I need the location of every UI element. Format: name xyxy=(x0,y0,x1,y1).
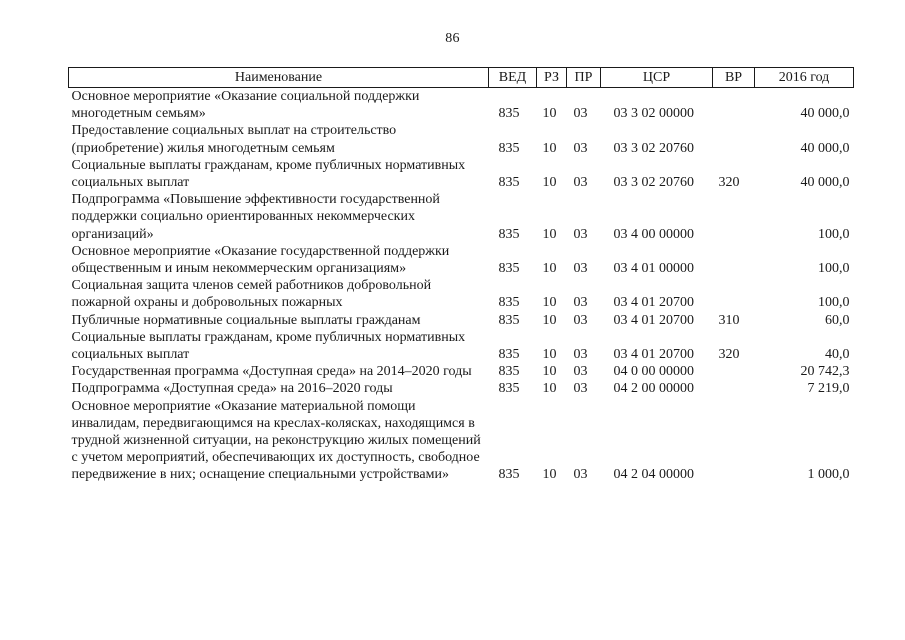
header-rz: РЗ xyxy=(537,68,567,88)
row-ved: 835 xyxy=(498,140,520,156)
row-vr xyxy=(713,380,755,397)
row-vr xyxy=(713,363,755,380)
row-amount: 40 000,0 xyxy=(800,140,850,156)
page-number: 86 xyxy=(445,31,460,46)
header-name: Наименование xyxy=(69,68,489,88)
table-row xyxy=(69,191,854,243)
row-amount: 60,0 xyxy=(825,312,850,328)
row-rz: 10 xyxy=(542,106,557,122)
row-ved: 835 xyxy=(498,381,520,397)
row-ved: 835 xyxy=(498,226,520,242)
row-rz: 10 xyxy=(542,175,557,191)
row-ved: 835 xyxy=(498,312,520,328)
header-ved: ВЕД xyxy=(489,68,537,88)
row-csr: 04 2 00 00000 xyxy=(613,381,694,397)
row-amount: 100,0 xyxy=(818,261,850,277)
table-row xyxy=(69,312,854,329)
table-header xyxy=(69,68,854,88)
row-ved: 835 xyxy=(498,467,520,483)
row-vr: 310 xyxy=(718,312,740,328)
row-amount: 1 000,0 xyxy=(807,467,850,483)
row-pr: 03 xyxy=(573,295,588,311)
row-csr: 03 4 01 00000 xyxy=(613,261,694,277)
row-amount: 100,0 xyxy=(818,295,850,311)
row-vr xyxy=(713,243,755,277)
row-name: Социальные выплаты гражданам, кроме публичных нормативных социальных выплат xyxy=(71,157,466,191)
row-rz: 10 xyxy=(542,140,557,156)
row-pr: 03 xyxy=(573,381,588,397)
header-row xyxy=(69,68,854,88)
row-rz: 10 xyxy=(542,467,557,483)
row-amount: 100,0 xyxy=(818,226,850,242)
row-rz: 10 xyxy=(542,295,557,311)
row-amount: 20 742,3 xyxy=(800,364,850,380)
row-pr: 03 xyxy=(573,364,588,380)
table-body xyxy=(69,88,854,484)
table-row xyxy=(69,363,854,380)
row-csr: 03 3 02 20760 xyxy=(613,175,694,191)
row-csr: 03 3 02 00000 xyxy=(613,106,694,122)
row-name: Предоставление социальных выплат на строительство (приобретение) жилья многодетным семьям xyxy=(71,123,397,156)
table-row xyxy=(69,277,854,311)
table-row xyxy=(69,157,854,191)
table-row xyxy=(69,243,854,277)
table-row xyxy=(69,380,854,397)
row-vr xyxy=(713,122,755,156)
header-vr: ВР xyxy=(713,68,755,88)
row-csr: 03 4 01 20700 xyxy=(613,347,694,363)
header-year: 2016 год xyxy=(755,68,854,88)
row-vr: 320 xyxy=(718,347,740,363)
row-vr xyxy=(713,191,755,243)
header-csr: ЦСР xyxy=(601,68,713,88)
row-name: Подпрограмма «Повышение эффективности государственной поддержки социально ориентированных некоммерческих организаций» xyxy=(71,192,440,242)
header-pr: ПР xyxy=(567,68,601,88)
row-amount: 40 000,0 xyxy=(800,175,850,191)
row-name: Основное мероприятие «Оказание материальной помощи инвалидам, передвигающимся на креслах-колясках, находящимся в трудной жизненной ситуации, на реконструкцию жилых помещений с учетом мероприятий, обеспечивающих их доступность, свободное передвижение в них; оснащение специальными устройствами» xyxy=(71,398,481,483)
row-rz: 10 xyxy=(542,226,557,242)
row-pr: 03 xyxy=(573,347,588,363)
row-name: Публичные нормативные социальные выплаты гражданам xyxy=(71,312,421,328)
table-row xyxy=(69,329,854,363)
row-rz: 10 xyxy=(542,364,557,380)
row-vr: 320 xyxy=(718,175,740,191)
row-amount: 40 000,0 xyxy=(800,106,850,122)
row-csr: 03 4 01 20700 xyxy=(613,312,694,328)
row-pr: 03 xyxy=(573,261,588,277)
table-row xyxy=(69,398,854,484)
row-ved: 835 xyxy=(498,364,520,380)
table-row xyxy=(69,122,854,156)
row-pr: 03 xyxy=(573,140,588,156)
row-rz: 10 xyxy=(542,312,557,328)
row-csr: 04 0 00 00000 xyxy=(613,364,694,380)
row-name: Социальные выплаты гражданам, кроме публичных нормативных социальных выплат xyxy=(71,329,466,363)
row-vr xyxy=(713,277,755,311)
row-pr: 03 xyxy=(573,226,588,242)
row-vr xyxy=(713,398,755,484)
row-pr: 03 xyxy=(573,467,588,483)
row-name: Государственная программа «Доступная среда» на 2014–2020 годы xyxy=(71,364,472,380)
row-rz: 10 xyxy=(542,261,557,277)
row-csr: 03 3 02 20760 xyxy=(613,140,694,156)
row-amount: 40,0 xyxy=(825,347,850,363)
row-ved: 835 xyxy=(498,261,520,277)
row-csr: 04 2 04 00000 xyxy=(613,467,694,483)
row-ved: 835 xyxy=(498,347,520,363)
row-rz: 10 xyxy=(542,381,557,397)
budget-table xyxy=(68,67,854,484)
row-ved: 835 xyxy=(498,295,520,311)
row-pr: 03 xyxy=(573,312,588,328)
row-csr: 03 4 01 20700 xyxy=(613,295,694,311)
table-row xyxy=(69,88,854,123)
row-rz: 10 xyxy=(542,347,557,363)
row-name: Основное мероприятие «Оказание государственной поддержки общественным и иным некоммерческим организациям» xyxy=(71,243,450,277)
row-vr xyxy=(713,88,755,123)
row-ved: 835 xyxy=(498,106,520,122)
row-pr: 03 xyxy=(573,106,588,122)
row-ved: 835 xyxy=(498,175,520,191)
row-name: Подпрограмма «Доступная среда» на 2016–2020 годы xyxy=(71,381,393,397)
row-pr: 03 xyxy=(573,175,588,191)
row-amount: 7 219,0 xyxy=(807,381,850,397)
row-name: Социальная защита членов семей работников добровольной пожарной охраны и добровольных пожарных xyxy=(71,278,432,311)
row-csr: 03 4 00 00000 xyxy=(613,226,694,242)
row-name: Основное мероприятие «Оказание социальной поддержки многодетным семьям» xyxy=(71,89,420,122)
